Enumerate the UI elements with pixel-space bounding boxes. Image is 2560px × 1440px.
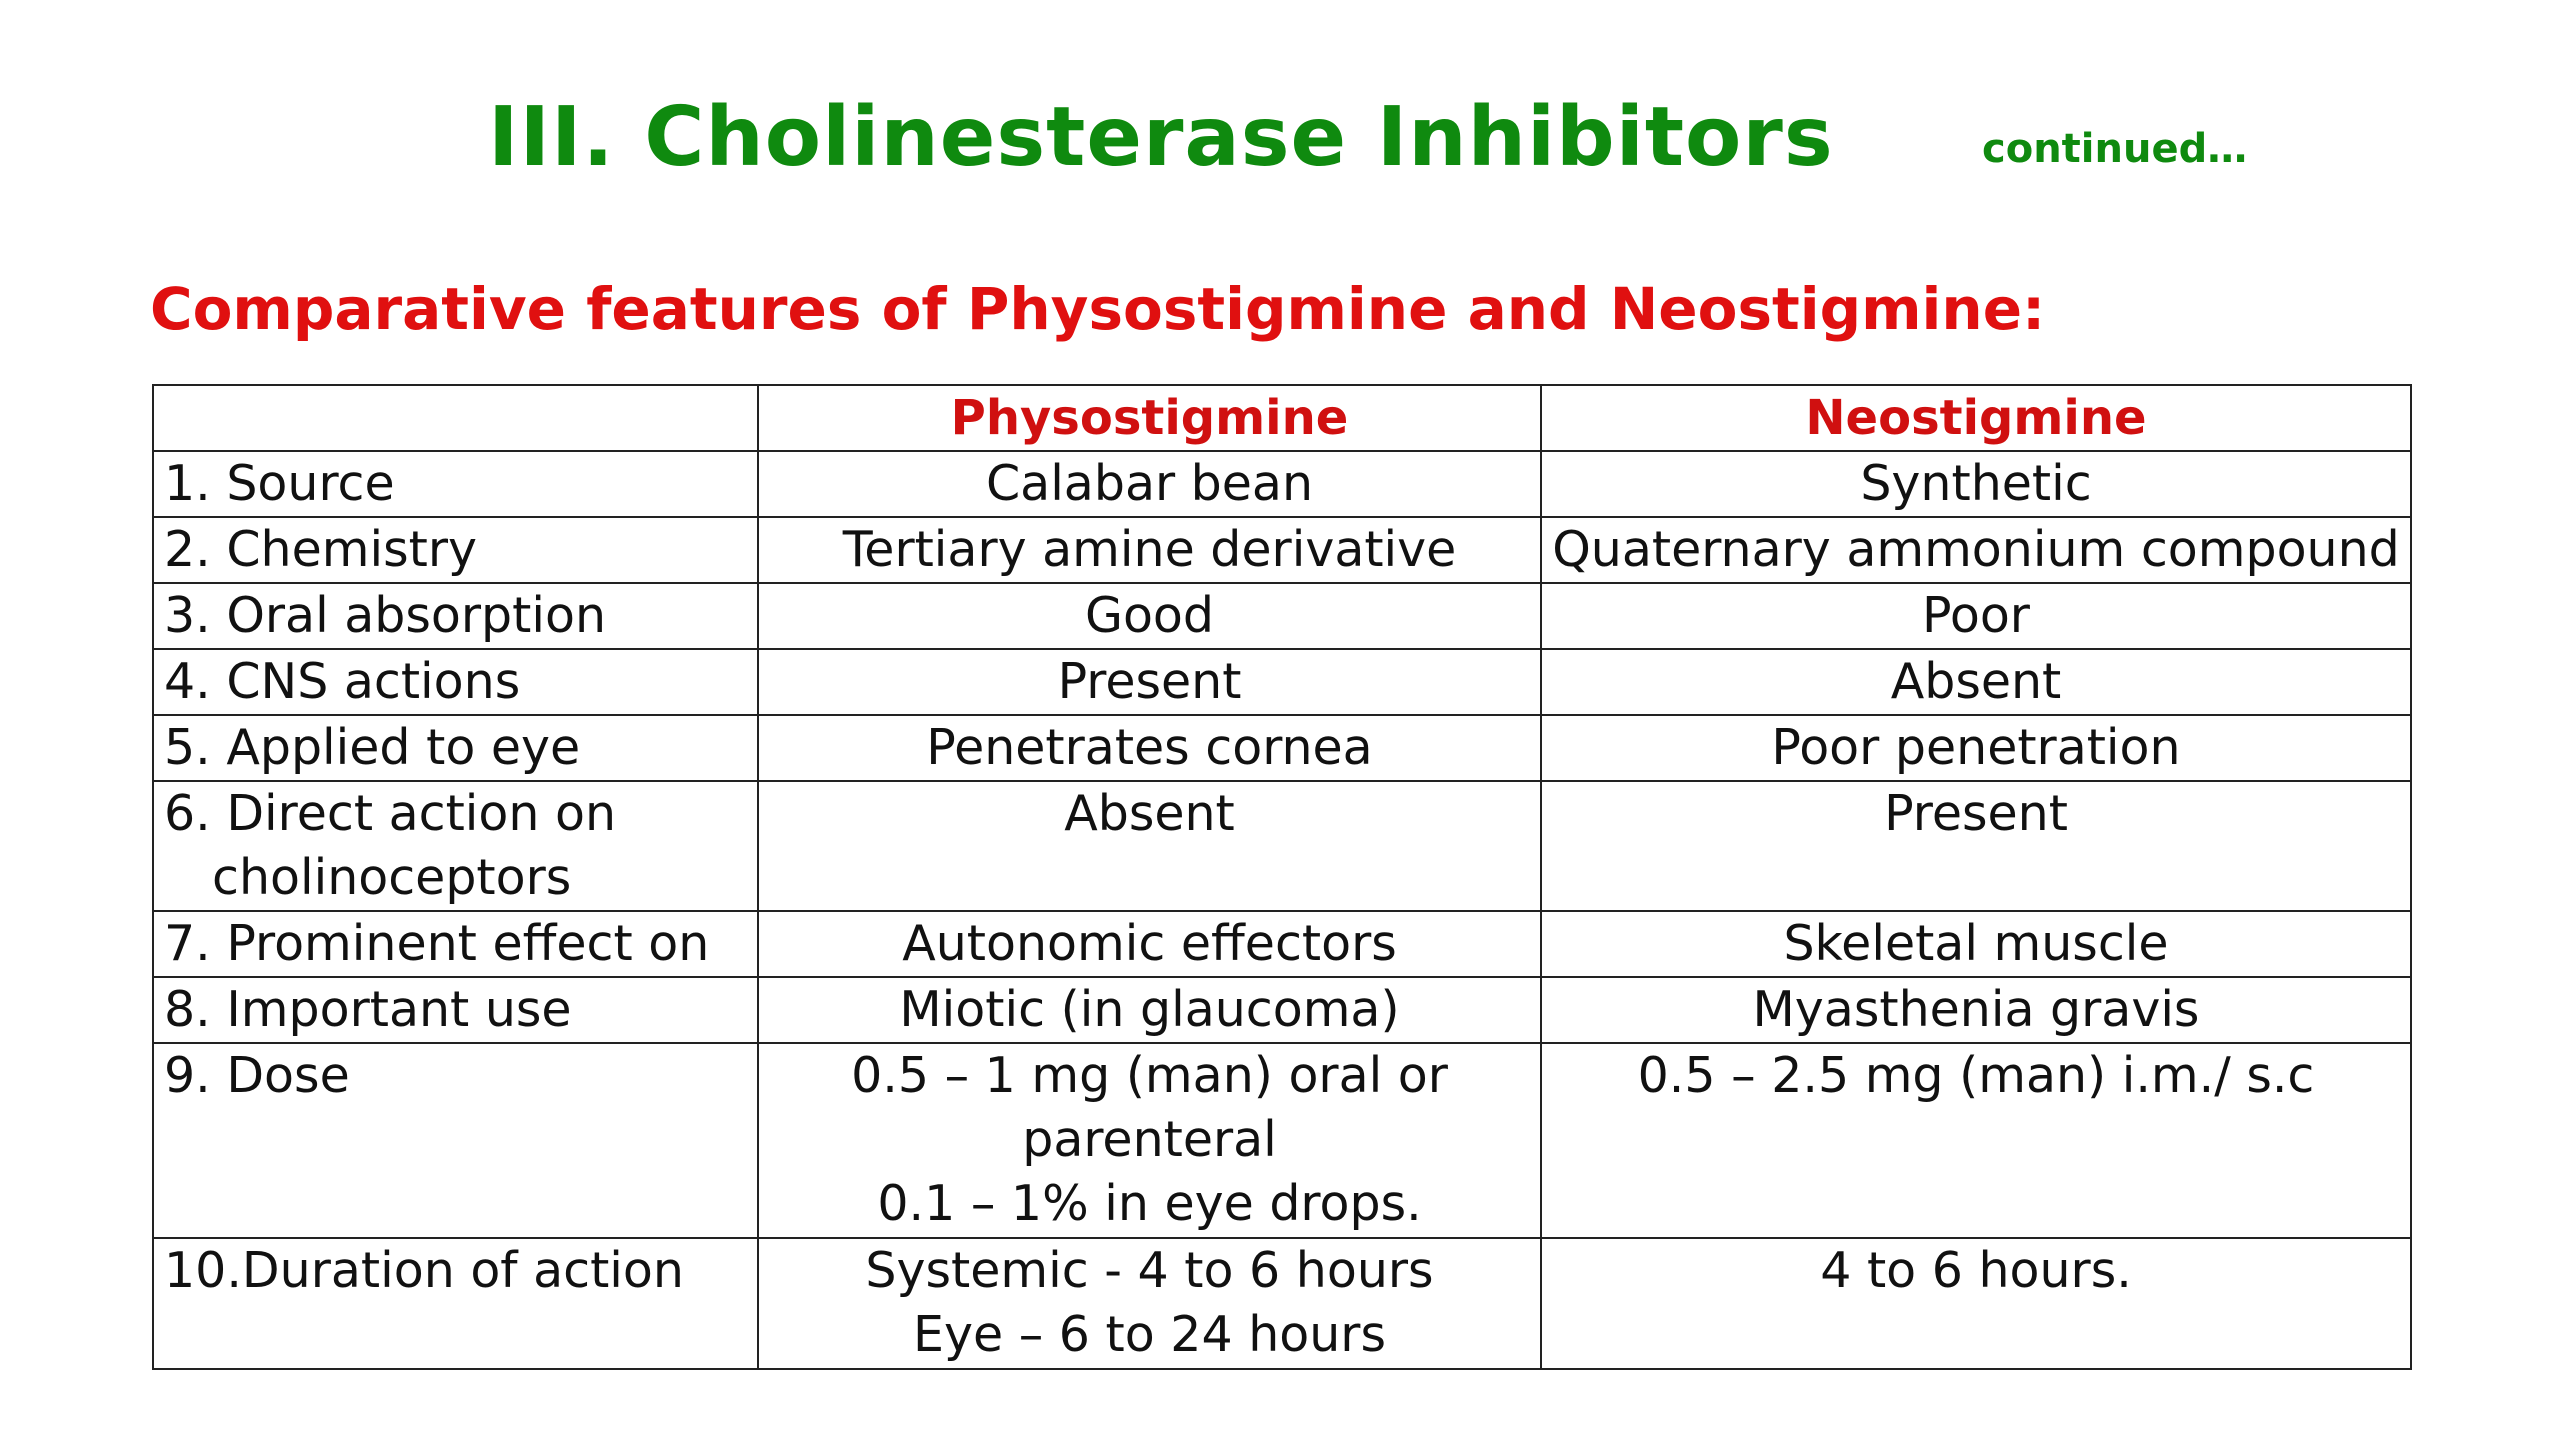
header-cell-physostigmine: Physostigmine (758, 385, 1541, 451)
physostigmine-cell: Good (758, 583, 1541, 649)
physostigmine-cell: Systemic - 4 to 6 hours Eye – 6 to 24 hours (758, 1238, 1541, 1369)
table-row (153, 1043, 2411, 1238)
feature-cell (153, 781, 758, 911)
physostigmine-cell: Calabar bean (758, 451, 1541, 517)
neostigmine-cell: Skeletal muscle (1541, 911, 2411, 977)
table-row (153, 1238, 2411, 1369)
neostigmine-cell: Absent (1541, 649, 2411, 715)
table-row (153, 781, 2411, 911)
physostigmine-cell: Autonomic effectors (758, 911, 1541, 977)
neostigmine-cell: Poor (1541, 583, 2411, 649)
neostigmine-cell: Quaternary ammonium compound (1541, 517, 2411, 583)
physostigmine-cell: Miotic (in glaucoma) (758, 977, 1541, 1043)
feature-cell: 5. Applied to eye (153, 715, 758, 781)
feature-cell: 4. CNS actions (153, 649, 758, 715)
page-title: III. Cholinesterase Inhibitors (488, 90, 1834, 185)
neostigmine-cell: Poor penetration (1541, 715, 2411, 781)
feature-text-continued: cholinoceptors (212, 849, 572, 906)
comparison-table (152, 384, 2412, 1370)
header-cell-neostigmine: Neostigmine (1541, 385, 2411, 451)
continued-label: continued… (1982, 126, 2248, 172)
feature-cell: 8. Important use (153, 977, 758, 1043)
physostigmine-cell: Present (758, 649, 1541, 715)
physostigmine-cell: 0.5 – 1 mg (man) oral or parenteral 0.1 – 1% in eye drops. (758, 1043, 1541, 1238)
feature-cell: 10.Duration of action (153, 1238, 758, 1369)
section-subtitle: Comparative features of Physostigmine and Neostigmine: (150, 275, 2046, 343)
feature-cell: 3. Oral absorption (153, 583, 758, 649)
feature-cell: 2. Chemistry (153, 517, 758, 583)
neostigmine-cell: Present (1541, 781, 2411, 911)
feature-text: 6. Direct action on (164, 785, 617, 842)
feature-cell: 1. Source (153, 451, 758, 517)
table-row (153, 517, 2411, 583)
neostigmine-cell: Synthetic (1541, 451, 2411, 517)
table-row (153, 583, 2411, 649)
header-cell-feature (153, 385, 758, 451)
table-row (153, 451, 2411, 517)
physostigmine-cell: Absent (758, 781, 1541, 911)
neostigmine-cell: 4 to 6 hours. (1541, 1238, 2411, 1369)
table-row (153, 649, 2411, 715)
neostigmine-cell: 0.5 – 2.5 mg (man) i.m./ s.c (1541, 1043, 2411, 1238)
neostigmine-cell: Myasthenia gravis (1541, 977, 2411, 1043)
physostigmine-cell: Tertiary amine derivative (758, 517, 1541, 583)
table-row (153, 715, 2411, 781)
table-header-row (153, 385, 2411, 451)
table-row (153, 977, 2411, 1043)
feature-cell: 7. Prominent effect on (153, 911, 758, 977)
feature-cell: 9. Dose (153, 1043, 758, 1238)
table-row (153, 911, 2411, 977)
physostigmine-cell: Penetrates cornea (758, 715, 1541, 781)
